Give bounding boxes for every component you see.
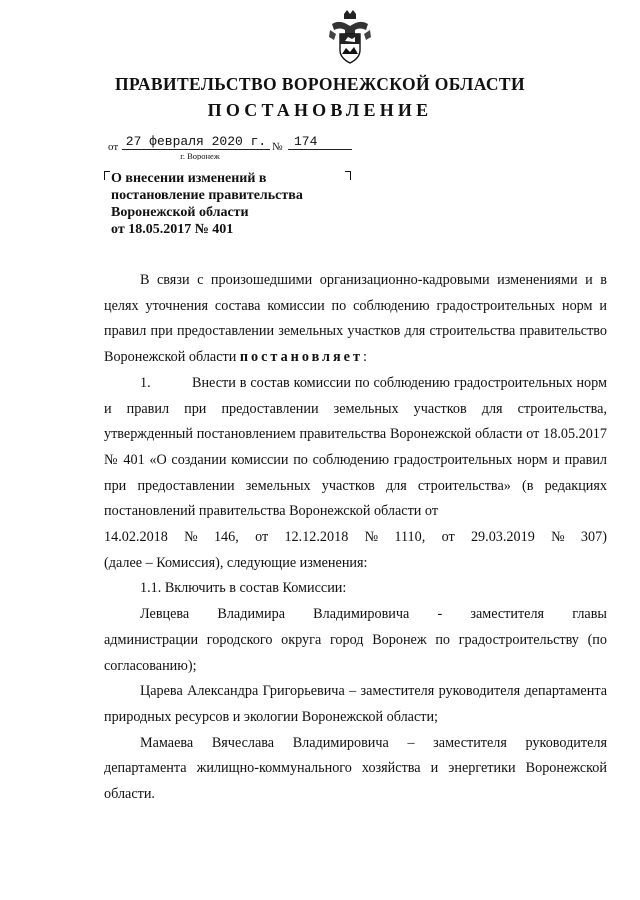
item-1-paragraph [104, 371, 607, 525]
document-number: 174 [288, 134, 352, 150]
item-1-amendments-row [104, 525, 607, 551]
subject-line: от 18.05.2017 № 401 [111, 222, 234, 237]
subject-bracket-left [104, 171, 110, 180]
document-type: ПОСТАНОВЛЕНИЕ [207, 100, 433, 120]
city-label: г. Воронеж [180, 152, 220, 160]
document-body [104, 268, 607, 808]
member-3: Мамаева Вячеслава Владимировича – заместителя руководителя департамента жилищно-коммунального хозяйства и энергетики Воронежской области. [104, 734, 607, 803]
preamble-colon: : [362, 349, 367, 366]
member-1-rest: администрации городского округа город Воронеж по градостроительству (по согласованию); [104, 631, 607, 674]
item-1-text: Внести в состав комиссии по соблюдению градостроительных норм и правил при предоставлении земельных участков для строительства, утвержденный постановлением правительства Воронежской области от 18.05.2017 № 401 «О создании комиссии по соблюдению градостроительных норм и правил при предоставлении земельных участков для строительства» (в редакциях постановлений правительства Воронежской области от [104, 374, 607, 520]
coat-of-arms-icon [328, 10, 372, 66]
row-part: Левцева [140, 606, 190, 623]
subject-line: Воронежской области [111, 205, 249, 220]
date-prefix: от [108, 141, 119, 153]
row-part: Владимира [217, 606, 286, 623]
subject-line: О внесении изменений в [111, 171, 267, 186]
document-date: 27 февраля 2020 г. [122, 134, 270, 150]
item-1-tail: (далее – Комиссия), следующие изменения: [104, 554, 368, 571]
member-1-first-line [104, 602, 607, 628]
row-part: № [364, 529, 379, 546]
row-part: от [441, 529, 455, 546]
document-subject [111, 170, 351, 238]
member-2: Царева Александра Григорьевича – заместителя руководителя департамента природных ресурсов и экологии Воронежской области; [104, 683, 607, 725]
row-part: Владимировича [313, 606, 410, 623]
government-title: ПРАВИТЕЛЬСТВО ВОРОНЕЖСКОЙ ОБЛАСТИ [114, 74, 526, 94]
row-part: заместителя [470, 606, 545, 623]
decree-keyword: постановляет [239, 349, 363, 366]
row-part: - [437, 606, 443, 623]
row-part: 29.03.2019 [470, 529, 535, 546]
preamble-paragraph [104, 268, 607, 371]
row-part: № [551, 529, 565, 546]
item-1-number: 1. [140, 374, 151, 391]
sub-item-1-1: 1.1. Включить в состав Комиссии: [140, 580, 347, 597]
row-part: 1110, [394, 529, 426, 546]
preamble-text: В связи с произошедшими организационно-кадровыми изменениями и в целях уточнения состава комиссии по соблюдению градостроительных норм и правил при предоставлении земельных участков для строительства правительство Воронежской области [104, 272, 607, 366]
row-part: главы [572, 606, 607, 623]
row-part: 307) [580, 529, 607, 546]
number-sign: № [272, 141, 283, 153]
row-part: № [184, 529, 198, 546]
subject-line: постановление правительства [111, 188, 303, 203]
row-part: 14.02.2018 [104, 529, 168, 546]
row-part: 12.12.2018 [284, 529, 349, 546]
row-part: 146, [213, 529, 239, 546]
row-part: от [255, 529, 269, 546]
